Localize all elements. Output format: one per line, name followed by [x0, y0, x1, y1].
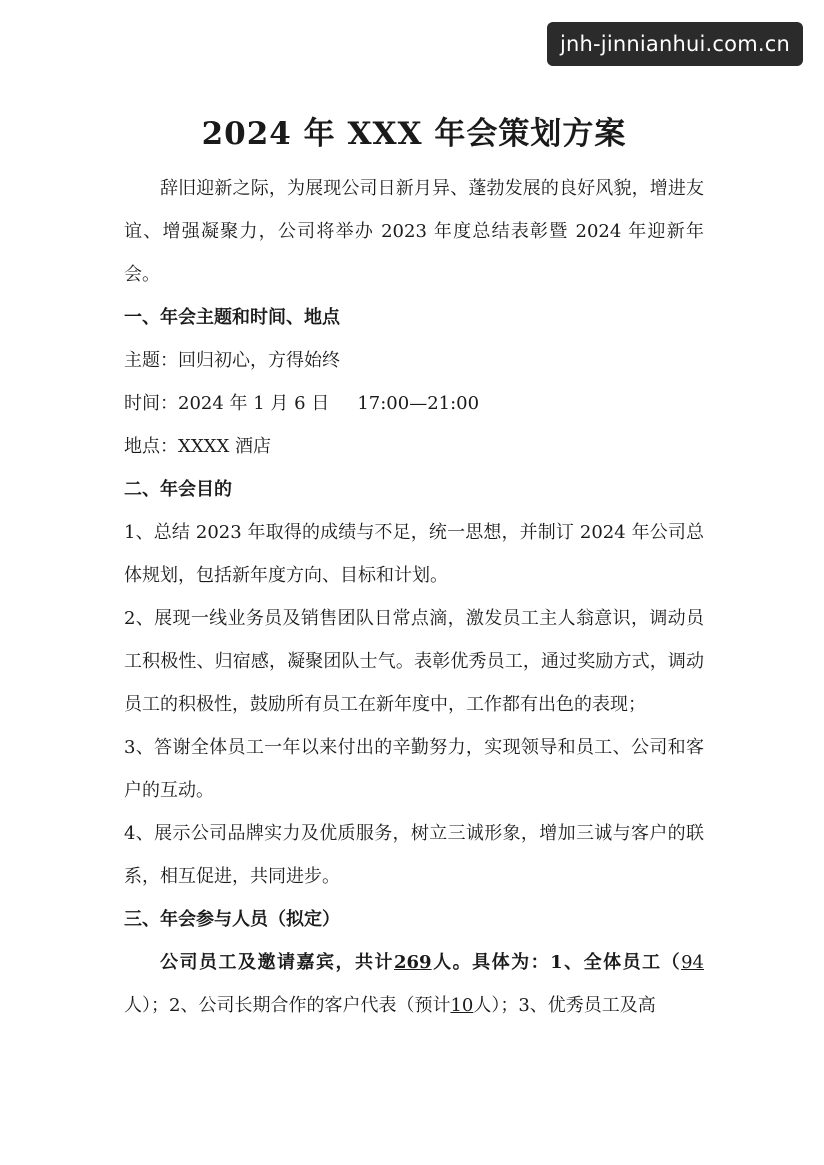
- location-line: 地点：XXXX 酒店: [124, 436, 271, 457]
- section-2-heading: 二、年会目的: [124, 479, 232, 500]
- purpose-item-2: 2、展现一线业务员及销售团队日常点滴，激发员工主人翁意识，调动员工积极性、归宿感，凝聚团队士气。表彰优秀员工，通过奖励方式，调动员工的积极性，鼓励所有员工在新年度中，工作都有出色的表现；: [124, 608, 704, 715]
- time-range: 17:00—21:00: [357, 393, 480, 414]
- participants-intro: 公司员工及邀请嘉宾，共计269人。具体为：1、全体员工（: [160, 952, 682, 973]
- staff-count: 94: [681, 952, 704, 973]
- document-page: [124, 108, 704, 1027]
- section-3-heading: 三、年会参与人员（拟定）: [124, 909, 340, 930]
- purpose-item-4: 4、展示公司品牌实力及优质服务，树立三诚形象，增加三诚与客户的联系，相互促进，共同进步。: [124, 823, 704, 887]
- watermark: jnh-jinnianhui.com.cn: [547, 22, 803, 66]
- theme-line: 主题：回归初心，方得始终: [124, 350, 340, 371]
- client-count: 10: [450, 995, 474, 1016]
- purpose-item-1: 1、总结 2023 年取得的成绩与不足，统一思想，并制订 2024 年公司总体规划，包括新年度方向、目标和计划。: [124, 522, 704, 586]
- document-title: 2024 年 XXX 年会策划方案: [201, 116, 627, 152]
- time-label: 时间：2024 年 1 月 6 日: [124, 393, 330, 414]
- section-1-heading: 一、年会主题和时间、地点: [124, 307, 340, 328]
- time-line: [124, 382, 704, 425]
- purpose-item-3: 3、答谢全体员工一年以来付出的辛勤努力，实现领导和员工、公司和客户的互动。: [124, 737, 704, 801]
- total-count: 269: [394, 952, 432, 973]
- intro-paragraph: 辞旧迎新之际，为展现公司日新月异、蓬勃发展的良好风貌，增进友谊、增强凝聚力，公司将举办 2023 年度总结表彰暨 2024 年迎新年会。: [124, 178, 704, 285]
- participants-paragraph: 公司员工及邀请嘉宾，共计269人。具体为：1、全体员工（94人）；2、公司长期合作的客户代表（预计10人）；3、优秀员工及高: [124, 952, 704, 1016]
